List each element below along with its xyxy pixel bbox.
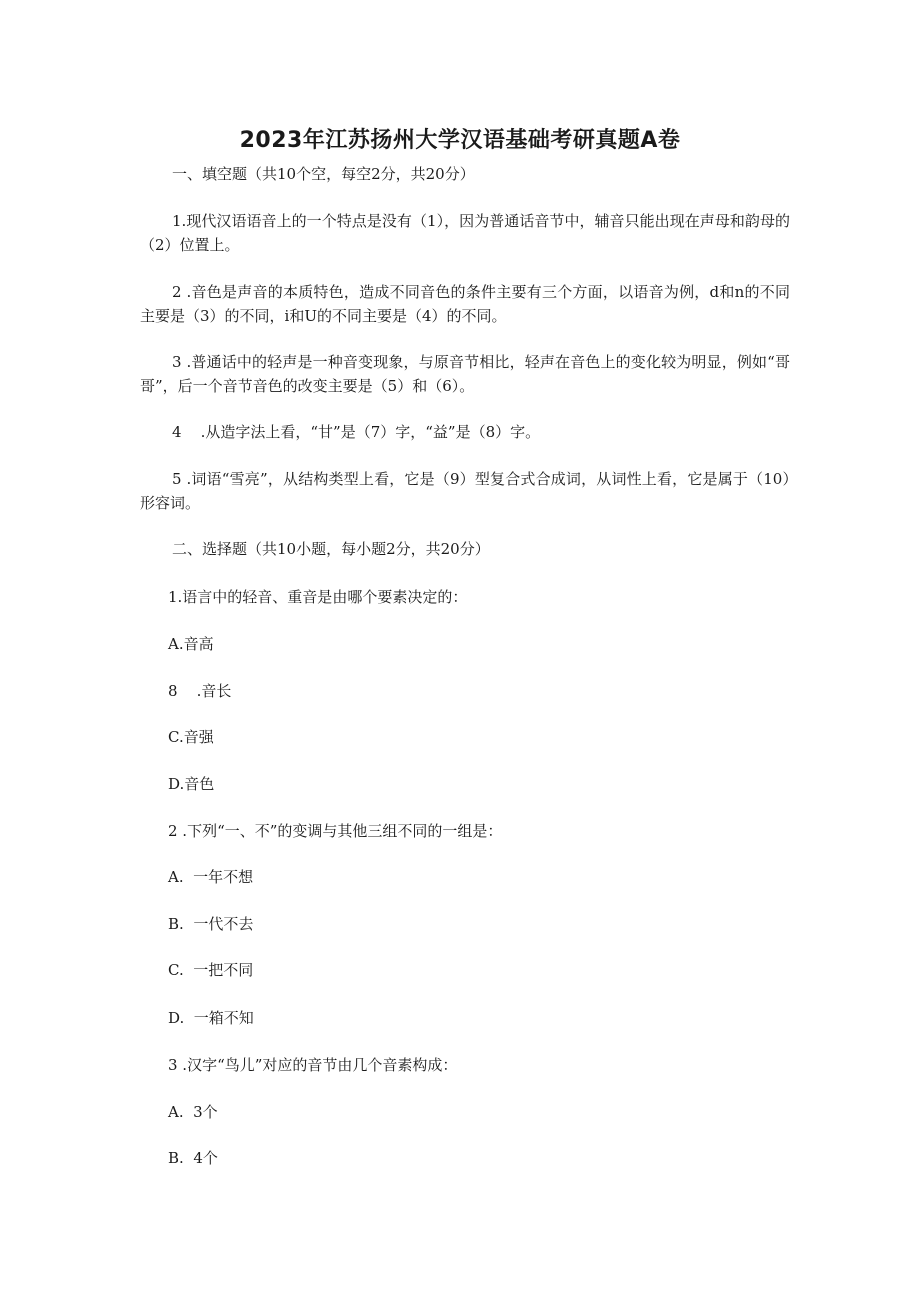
fill-question-2: 2 .音色是声音的本质特色，造成不同音色的条件主要有三个方面，以语音为例，d和n的不同主要是（3）的不同，i和U的不同主要是（4）的不同。 <box>140 283 790 325</box>
choice-question-1-stem: 1.语言中的轻音、重音是由哪个要素决定的： <box>168 588 468 606</box>
choice-question-2-stem: 2 .下列“一、不”的变调与其他三组不同的一组是： <box>168 822 503 840</box>
choice-question-2-option-b: B. 一代不去 <box>168 915 254 933</box>
choice-question-2-option-a: A. 一年不想 <box>168 868 254 886</box>
choice-question-1-option-b: 8 .音长 <box>168 682 232 700</box>
fill-question-5: 5 .词语“雪亮”，从结构类型上看，它是（9）型复合式合成词，从词性上看，它是属于（10）形容词。 <box>140 470 790 512</box>
choice-question-2-option-c: C. 一把不同 <box>168 961 254 979</box>
fill-question-3: 3 .普通话中的轻声是一种音变现象，与原音节相比，轻声在音色上的变化较为明显，例如“哥哥”，后一个音节音色的改变主要是（5）和（6）。 <box>140 353 790 395</box>
choice-question-1-option-c: C.音强 <box>168 728 214 746</box>
choice-question-3-option-a: A. 3个 <box>168 1103 218 1121</box>
choice-question-3-option-b: B. 4个 <box>168 1149 218 1167</box>
section-heading-fill-blank: 一、填空题（共10个空，每空2分，共20分） <box>172 165 475 183</box>
choice-question-3-stem: 3 .汉字“鸟儿”对应的音节由几个音素构成： <box>168 1056 458 1074</box>
fill-question-1: 1.现代汉语语音上的一个特点是没有（1），因为普通话音节中，辅音只能出现在声母和韵母的（2）位置上。 <box>140 212 790 254</box>
choice-question-2-option-d: D. 一箱不知 <box>168 1009 254 1027</box>
section-heading-multiple-choice: 二、选择题（共10小题，每小题2分，共20分） <box>172 540 490 558</box>
fill-question-4: 4 .从造字法上看，“甘”是（7）字，“益”是（8）字。 <box>172 423 541 441</box>
choice-question-1-option-a: A.音高 <box>168 635 214 653</box>
choice-question-1-option-d: D.音色 <box>168 775 215 793</box>
page-title: 2023年江苏扬州大学汉语基础考研真题A卷 <box>239 128 681 153</box>
